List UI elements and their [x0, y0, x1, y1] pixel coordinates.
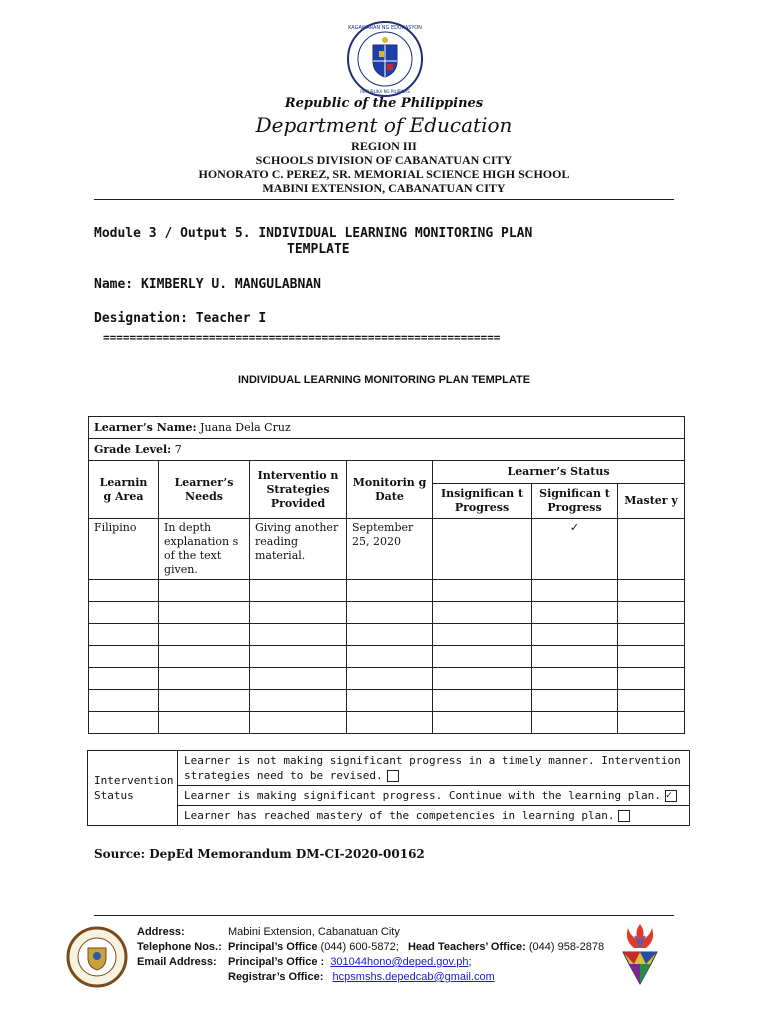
monitoring-plan-table — [88, 416, 685, 734]
footer-divider — [94, 915, 674, 916]
division-emblem-logo — [617, 922, 663, 988]
table-row — [89, 646, 685, 668]
intervention-status-label: Intervention Status — [88, 751, 178, 826]
column-header-row — [89, 461, 685, 484]
address-label: Address: — [137, 926, 185, 938]
principal-phone: (044) 600-5872; — [320, 941, 399, 953]
principal-office-label: Principal’s Office — [228, 941, 318, 953]
school-line: HONORATO C. PEREZ, SR. MEMORIAL SCIENCE HIGH SCHOOL — [198, 167, 570, 181]
learner-name-label: Learner’s Name: — [94, 421, 197, 434]
cell-significant-check: ✓ — [532, 519, 618, 580]
col-learning-area: Learnin g Area — [89, 461, 159, 519]
telephone-label: Telephone Nos.: — [137, 941, 222, 953]
learner-name-value: Juana Dela Cruz — [200, 421, 291, 434]
designation-label: Designation: — [94, 311, 188, 326]
status-checkbox-mastery[interactable] — [618, 810, 630, 822]
status-option-row — [88, 806, 690, 826]
cell-mastery — [618, 519, 685, 580]
designation-row — [94, 311, 266, 326]
republic-heading: Republic of the Philippines — [284, 96, 484, 111]
status-checkbox-continue[interactable] — [665, 790, 677, 802]
name-label: Name: — [94, 277, 134, 292]
principal-email-link[interactable]: 301044hono@deped.gov.ph — [330, 956, 469, 968]
table-row — [89, 580, 685, 602]
head-teachers-phone: (044) 958-2878 — [528, 941, 605, 953]
email-label: Email Address: — [137, 956, 217, 968]
col-monitoring-date: Monitorin g Date — [347, 461, 433, 519]
col-learners-needs: Learner’s Needs — [159, 461, 250, 519]
col-insignificant-progress: Insignifican t Progress — [433, 484, 532, 519]
principal-email-label: Principal’s Office : — [228, 956, 325, 968]
status-checkbox-revise[interactable] — [387, 770, 399, 782]
status-option-text: Learner is not making significant progress in a timely manner. Intervention strategies need to be revised. — [184, 754, 681, 782]
cell-intervention: Giving another reading material. — [250, 519, 347, 580]
school-seal-logo — [66, 926, 128, 988]
department-heading: Department of Education — [255, 113, 513, 137]
table-row — [89, 602, 685, 624]
grade-level-value: 7 — [174, 443, 182, 456]
address-value: Mabini Extension, Cabanatuan City — [228, 926, 400, 938]
seal-text-bottom: REPUBLIKA NG PILIPINAS — [360, 89, 410, 94]
learner-name-row — [89, 417, 685, 439]
name-row — [94, 277, 321, 292]
table-row — [89, 712, 685, 734]
col-intervention-strategies: Interventio n Strategies Provided — [250, 461, 347, 519]
source-note: Source: DepEd Memorandum DM-CI-2020-00162 — [94, 847, 425, 861]
intervention-status-table — [87, 750, 690, 826]
footer-labels — [137, 925, 222, 970]
col-mastery: Master y — [618, 484, 685, 519]
separator-line: ============================================================ — [103, 331, 501, 344]
address-line: MABINI EXTENSION, CABANATUAN CITY — [262, 181, 506, 195]
col-learners-status: Learner’s Status — [433, 461, 685, 484]
table-row — [89, 690, 685, 712]
status-option-row — [88, 751, 690, 786]
status-option-text: Learner has reached mastery of the competencies in learning plan. — [184, 809, 615, 822]
table-row — [89, 519, 685, 580]
status-option-text: Learner is making significant progress. Continue with the learning plan. — [184, 789, 661, 802]
registrar-label: Registrar’s Office: — [228, 971, 324, 983]
grade-level-label: Grade Level: — [94, 443, 172, 456]
col-significant-progress: Significan t Progress — [532, 484, 618, 519]
head-teachers-label: Head Teachers’ Office: — [407, 941, 526, 953]
cell-insignificant — [433, 519, 532, 580]
registrar-email-link[interactable]: hcpsmshs.depedcab@gmail.com — [332, 971, 495, 983]
module-title-line2: TEMPLATE — [287, 242, 350, 257]
footer-values: Mabini Extension, Cabanatuan City Principal’s Office (044) 600-5872; Head Teachers’ Office: (044) 958-2878 Principal’s Office : 301044hono@deped.gov.ph; Registrar’s Office: hcpsmshs.depedcab@gmail.com — [228, 925, 628, 985]
name-value: KIMBERLY U. MANGULABNAN — [140, 277, 321, 292]
grade-level-row — [89, 439, 685, 461]
plan-title: INDIVIDUAL LEARNING MONITORING PLAN TEMPLATE — [237, 374, 531, 386]
table-row — [89, 624, 685, 646]
division-line: SCHOOLS DIVISION OF CABANATUAN CITY — [255, 153, 513, 167]
module-title-line1: Module 3 / Output 5. INDIVIDUAL LEARNING MONITORING PLAN — [94, 226, 533, 241]
cell-learners-needs: In depth explanation s of the text given. — [159, 519, 250, 580]
cell-monitoring-date: September 25, 2020 — [347, 519, 433, 580]
designation-value: Teacher I — [195, 311, 267, 326]
status-option-row — [88, 786, 690, 806]
table-row — [89, 668, 685, 690]
cell-learning-area: Filipino — [89, 519, 159, 580]
header-divider — [94, 199, 674, 200]
deped-seal-logo — [346, 20, 424, 98]
region-line: REGION III — [351, 139, 417, 153]
seal-text-top: KAGAWARAN NG EDUKASYON — [348, 25, 422, 31]
